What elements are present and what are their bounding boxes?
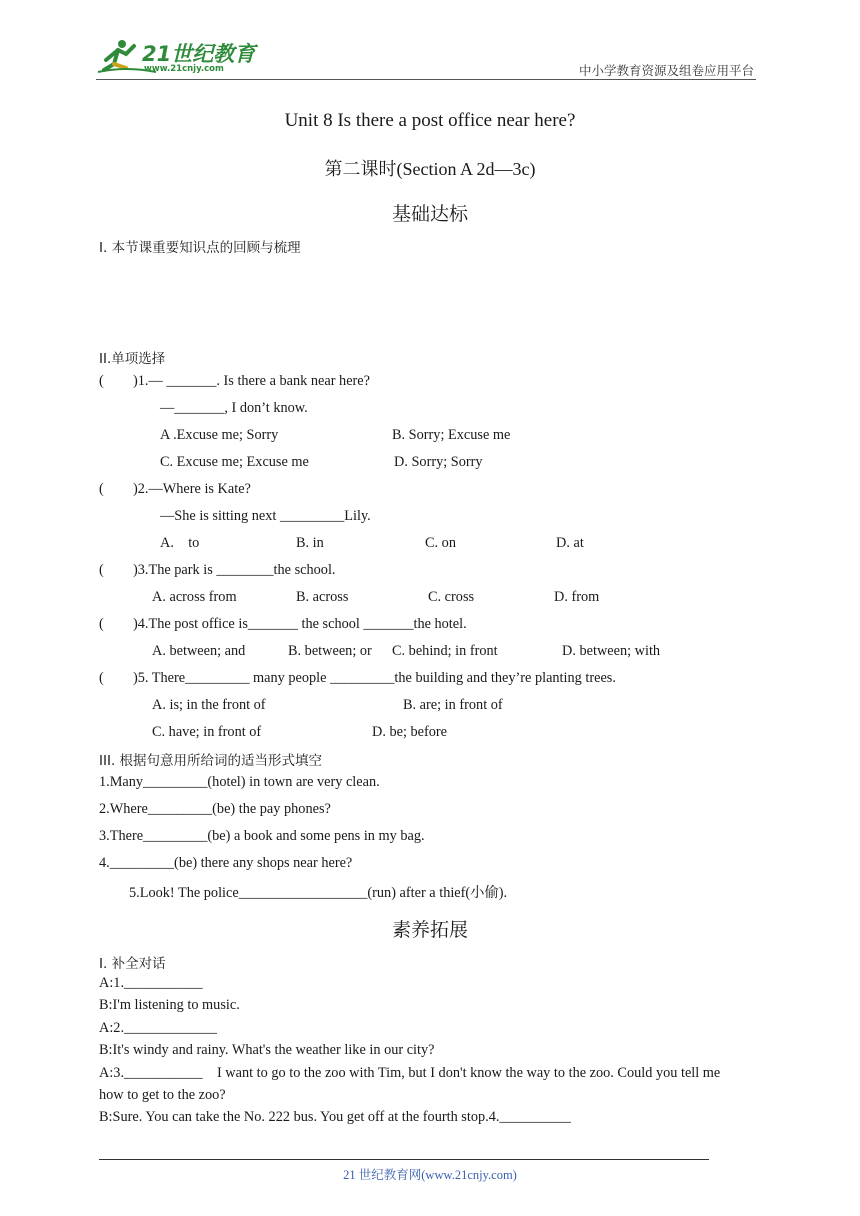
- site-logo: [96, 36, 266, 78]
- part1-heading: Ⅰ. 本节课重要知识点的回顾与梳理: [99, 240, 301, 256]
- q3-stem: )3.The park is ________the school.: [133, 562, 336, 578]
- platform-slogan: 中小学教育资源及组卷应用平台: [578, 63, 754, 78]
- part3-heading: III. 根据句意用所给词的适当形式填空: [99, 753, 323, 769]
- dialogue-line: A:3.___________ I want to go to the zoo with Tim, but I don't know the way to the zoo. Could you tell me: [99, 1065, 721, 1081]
- ext-part1-heading: Ⅰ. 补全对话: [99, 956, 166, 972]
- header-divider: [96, 79, 756, 80]
- q4-paren: (: [99, 616, 104, 632]
- q2-option-a: A. to: [160, 535, 200, 551]
- fill-item: 3.There_________(be) a book and some pens in my bag.: [99, 828, 425, 844]
- q1-option-b: B. Sorry; Excuse me: [392, 427, 511, 443]
- q1-paren: (: [99, 373, 104, 389]
- dialogue-line: B:It's windy and rainy. What's the weather like in our city?: [99, 1042, 435, 1058]
- q3-option-d: D. from: [554, 589, 600, 605]
- dialogue-line: how to get to the zoo?: [99, 1087, 226, 1103]
- q4-stem: )4.The post office is_______ the school _______the hotel.: [133, 616, 467, 632]
- dialogue-line: A:2._____________: [99, 1020, 217, 1036]
- section-ext-title: 素养拓展: [391, 919, 468, 941]
- q2-stem: )2.—Where is Kate?: [133, 481, 251, 497]
- q4-option-b: B. between; or: [288, 643, 372, 659]
- footer-text: 21 世纪教育网(www.21cnjy.com): [343, 1168, 517, 1182]
- section-basic-title: 基础达标: [391, 203, 468, 225]
- unit-title: Unit 8 Is there a post office near here?: [284, 110, 576, 131]
- logo-text: 21世纪教育: [142, 42, 256, 66]
- lesson-title: 第二课时(Section A 2d—3c): [324, 159, 536, 179]
- q1-option-a: A .Excuse me; Sorry: [160, 427, 279, 443]
- q1-option-d: D. Sorry; Sorry: [394, 454, 483, 470]
- q4-option-a: A. between; and: [152, 643, 246, 659]
- q2-stem2: —She is sitting next _________Lily.: [160, 508, 371, 524]
- q4-option-c: C. behind; in front: [392, 643, 498, 659]
- q5-option-d: D. be; before: [372, 724, 448, 740]
- q5-stem: )5. There_________ many people _________the building and they’re planting trees.: [133, 670, 616, 686]
- q5-option-b: B. are; in front of: [403, 697, 503, 713]
- dialogue-line: A:1.___________: [99, 975, 203, 991]
- q3-option-a: A. across from: [152, 589, 237, 605]
- q3-option-b: B. across: [296, 589, 349, 605]
- q5-option-c: C. have; in front of: [152, 724, 262, 740]
- fill-item: 2.Where_________(be) the pay phones?: [99, 801, 331, 817]
- q3-option-c: C. cross: [428, 589, 475, 605]
- q5-paren: (: [99, 670, 104, 686]
- q2-option-c: C. on: [425, 535, 456, 551]
- q3-paren: (: [99, 562, 104, 578]
- q1-option-c: C. Excuse me; Excuse me: [160, 454, 309, 470]
- dialogue-line: B:I'm listening to music.: [99, 997, 240, 1013]
- fill-item: 1.Many_________(hotel) in town are very clean.: [99, 774, 380, 790]
- logo-url: www.21cnjy.com: [144, 64, 224, 74]
- q5-option-a: A. is; in the front of: [152, 697, 266, 713]
- q4-option-d: D. between; with: [562, 643, 661, 659]
- q2-option-d: D. at: [556, 535, 584, 551]
- fill-item: 5.Look! The police__________________(run) after a thief(小偷).: [129, 885, 508, 901]
- footer-divider: [99, 1159, 709, 1160]
- fill-item: 4._________(be) there any shops near here?: [99, 855, 353, 871]
- part2-heading: II.单项选择: [99, 351, 166, 367]
- q1-stem: )1.— _______. Is there a bank near here?: [133, 373, 370, 389]
- q2-option-b: B. in: [296, 535, 324, 551]
- q2-paren: (: [99, 481, 104, 497]
- dialogue-line: B:Sure. You can take the No. 222 bus. You get off at the fourth stop.4.__________: [99, 1109, 571, 1125]
- q1-stem2: —_______, I don’t know.: [160, 400, 308, 416]
